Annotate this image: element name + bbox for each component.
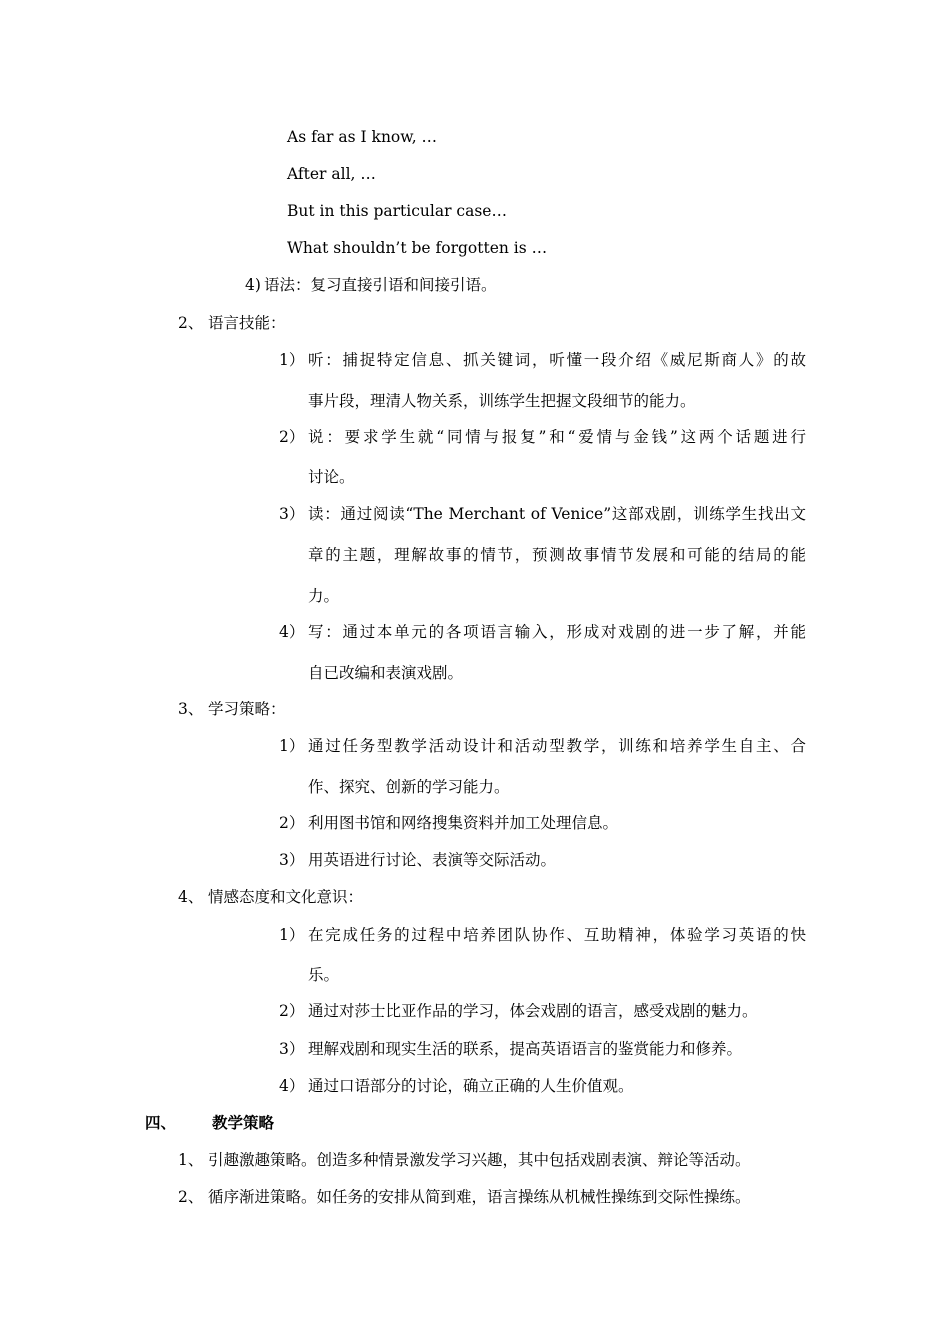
grammar-number: 4) xyxy=(245,276,261,294)
list-item-text-continued: 章的主题，理解故事的情节，预测故事情节发展和可能的结局的能 xyxy=(308,546,806,564)
list-item-text: 循序渐进策略。如任务的安排从简到难，语言操练从机械性操练到交际性操练。 xyxy=(208,1188,751,1206)
list-item-text: 听：捕捉特定信息、抓关键词，听懂一段介绍《威尼斯商人》的故 xyxy=(308,351,806,369)
list-item-number: 4） xyxy=(279,623,305,641)
section-number: 4、 xyxy=(178,888,204,906)
list-item-text: 读：通过阅读“The Merchant of Venice”这部戏剧，训练学生找出文 xyxy=(308,505,806,523)
list-item-text: 通过口语部分的讨论，确立正确的人生价值观。 xyxy=(308,1077,634,1095)
list-item-text: 利用图书馆和网络搜集资料并加工处理信息。 xyxy=(308,814,619,832)
list-item-number: 1） xyxy=(279,351,305,369)
phrase-line: As far as I know, … xyxy=(287,128,438,146)
list-item-text-continued: 事片段，理清人物关系，训练学生把握文段细节的能力。 xyxy=(308,392,696,410)
phrase-line: But in this particular case… xyxy=(287,202,507,220)
section-title: 语言技能： xyxy=(208,314,286,332)
list-item-number: 2） xyxy=(279,814,305,832)
list-item-number: 2、 xyxy=(178,1188,204,1206)
grammar-text: 语法：复习直接引语和间接引语。 xyxy=(264,276,497,294)
list-item-text: 写：通过本单元的各项语言输入，形成对戏剧的进一步了解，并能 xyxy=(308,623,806,641)
section-number: 2、 xyxy=(178,314,204,332)
list-item-text-continued: 自已改编和表演戏剧。 xyxy=(308,664,464,682)
list-item-text: 通过任务型教学活动设计和活动型教学，训练和培养学生自主、合 xyxy=(308,737,806,755)
list-item-number: 3） xyxy=(279,851,305,869)
part-number: 四、 xyxy=(145,1113,177,1132)
list-item-text: 用英语进行讨论、表演等交际活动。 xyxy=(308,851,557,869)
phrase-line: After all, … xyxy=(287,165,376,183)
list-item-number: 1） xyxy=(279,926,305,944)
list-item-number: 3） xyxy=(279,1040,305,1058)
list-item-text: 说：要求学生就“同情与报复”和“爱情与金钱”这两个话题进行 xyxy=(308,428,806,446)
list-item-text-continued: 讨论。 xyxy=(308,468,355,486)
list-item-text: 理解戏剧和现实生活的联系，提高英语语言的鉴赏能力和修养。 xyxy=(308,1040,743,1058)
phrase-line: What shouldn’t be forgotten is … xyxy=(287,239,548,257)
part-title: 教学策略 xyxy=(212,1113,275,1132)
section-title: 情感态度和文化意识： xyxy=(208,888,364,906)
list-item-number: 2） xyxy=(279,1002,305,1020)
list-item-text-continued: 作、探究、创新的学习能力。 xyxy=(308,778,510,796)
list-item-number: 3） xyxy=(279,505,305,523)
list-item-number: 4） xyxy=(279,1077,305,1095)
list-item-number: 1、 xyxy=(178,1151,204,1169)
list-item-number: 1） xyxy=(279,737,305,755)
list-item-number: 2） xyxy=(279,428,305,446)
list-item-text: 引趣激趣策略。创造多种情景激发学习兴趣，其中包括戏剧表演、辩论等活动。 xyxy=(208,1151,751,1169)
list-item-text-continued: 乐。 xyxy=(308,966,340,984)
section-title: 学习策略： xyxy=(208,700,286,718)
section-number: 3、 xyxy=(178,700,204,718)
list-item-text: 通过对莎士比亚作品的学习，体会戏剧的语言，感受戏剧的魅力。 xyxy=(308,1002,758,1020)
list-item-text-continued: 力。 xyxy=(308,587,340,605)
list-item-text: 在完成任务的过程中培养团队协作、互助精神，体验学习英语的快 xyxy=(308,926,806,944)
